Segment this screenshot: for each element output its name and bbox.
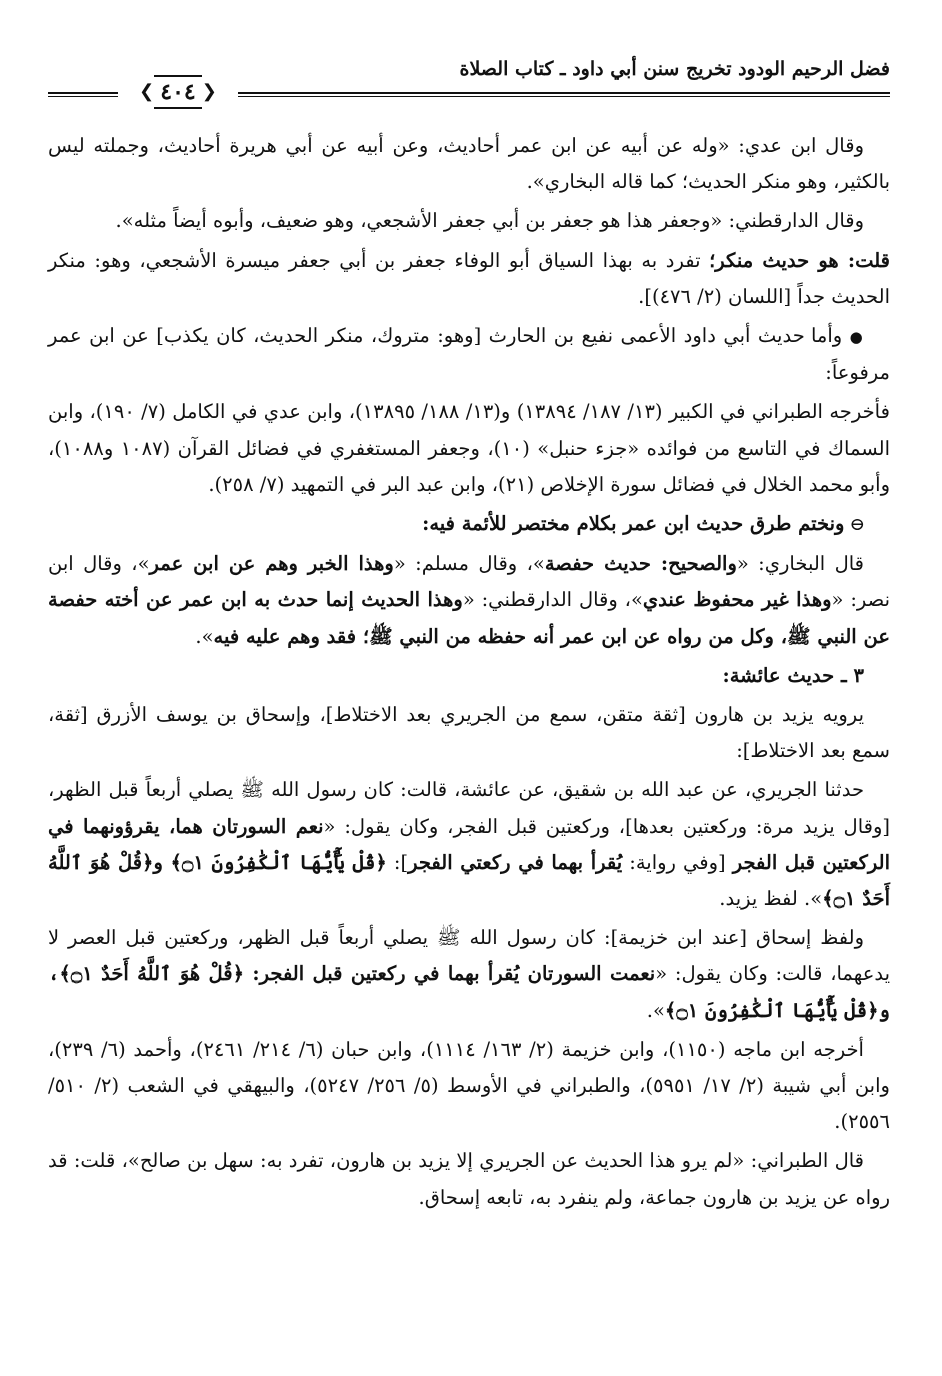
paragraph-text: فأخرجه الطبراني في الكبير (١٣/ ١٨٧/ ١٣٨٩٤) و(١٣/ ١٨٨/ ١٣٨٩٥)، وابن عدي في الكامل (٧/ ١٩٠)، وابن السماك في التاسع من فوائده «جزء حنبل» (١٠)، وجعفر المستغفري في فضائل القرآن (١٠٨٧ و١٠٨٨)، وأبو محمد الخلال في فضائل سورة الإخلاص (٢١)، وابن عبد البر في التمهيد (٧/ ٢٥٨). bbox=[48, 400, 890, 496]
paragraph-ishaq-wording bbox=[48, 920, 890, 1029]
quran-verses: ﴿قُلْ هُوَ ٱللَّهُ أَحَدٌ ۝١﴾، و﴿قُلْ يَٰٓأَيُّهَا ٱلْكَٰفِرُونَ ۝١﴾ bbox=[48, 962, 890, 1022]
bold-quote: وهذا الحديث إنما حدث به ابن عمر عن أخته حفصة عن النبي ﷺ، وكل من رواه عن ابن عمر أنه حفظه من النبي ﷺ؛ فقد وهم عليه فيه bbox=[48, 588, 890, 648]
right-ornament-icon: ❯ bbox=[201, 81, 217, 102]
bold-quote: وهذا الخبر وهم عن ابن عمر bbox=[149, 552, 394, 576]
paragraph-text: أخرجه ابن ماجه (١١٥٠)، وابن خزيمة (٢/ ١٦٣/ ١١١٤)، وابن حبان (٦/ ٢١٤/ ٢٤٦١)، وأحمد (٦/ ٢٣٩)، وابن أبي شيبة (٢/ ١٧/ ٥٩٥١)، والطبراني في الأوسط (٥/ ٢٥٦/ ٥٢٤٧)، والبيهقي في الشعب (٢/ ٥١٠/ ٢٥٥٦). bbox=[48, 1037, 890, 1134]
left-ornament-icon: ❮ bbox=[139, 81, 155, 102]
paragraph-aisha-heading bbox=[48, 658, 890, 694]
bold-quote: نعم السورتان هما، يقرؤونهما في الركعتين قبل الفجر bbox=[48, 814, 890, 874]
text-run: »، وقال ابن نصر: « bbox=[48, 552, 891, 612]
paragraph-daraqutni bbox=[48, 203, 890, 239]
bold-quote: يُقرأ بهما في ركعتي الفجر bbox=[408, 850, 623, 874]
paragraph-verdict bbox=[48, 243, 890, 315]
section-heading: ونختم طرق حديث ابن عمر بكلام مختصر للأئمة فيه: bbox=[422, 512, 845, 536]
paragraph-imams-sayings bbox=[48, 546, 890, 655]
text-run: حدثنا الجريري، عن عبد الله بن شقيق، عن عائشة، قالت: كان رسول الله ﷺ يصلي أربعاً قبل الظهر، [وقال يزيد مرة: وركعتين بعدها]، وركعتين قبل الفجر، وكان يقول: « bbox=[48, 778, 890, 838]
text-run: [وفي رواية: bbox=[622, 850, 733, 874]
text-run: قال البخاري: « bbox=[736, 552, 864, 576]
running-title: فضل الرحيم الودود تخريج سنن أبي داود ـ كتاب الصلاة bbox=[459, 58, 890, 80]
paragraph-text: وأما حديث أبي داود الأعمى نفيع بن الحارث [وهو: متروك، منكر الحديث، كان يكذب] عن ابن عمر مرفوعاً: bbox=[48, 324, 890, 385]
section-heading: ٣ ـ حديث عائشة: bbox=[722, 663, 864, 687]
bold-quote: وهذا غير محفوظ عندي bbox=[642, 588, 832, 612]
text-run: ولفظ إسحاق [عند ابن خزيمة]: كان رسول الله ﷺ يصلي أربعاً قبل الظهر، وركعتين قبل العصر لا يدعهما، قالت: وكان يقول: « bbox=[48, 926, 890, 986]
body-text bbox=[48, 128, 890, 1219]
paragraph-narrators bbox=[48, 697, 890, 769]
page-number-badge bbox=[118, 76, 238, 108]
paragraph-takhrij bbox=[48, 394, 890, 503]
paragraph-text: تفرد به بهذا السياق أبو الوفاء جعفر بن أبي جعفر ميسرة الأشجعي، وهو: منكر الحديث جداً [اللسان (٢/ ٤٧٦)]. bbox=[48, 248, 890, 308]
quran-verses: ﴿قُلْ يَٰٓأَيُّهَا ٱلْكَٰفِرُونَ ۝١﴾ و﴿قُلْ هُوَ ٱللَّهُ أَحَدٌ ۝١﴾ bbox=[48, 850, 890, 911]
paragraph-text: قال الطبراني: «لم يرو هذا الحديث عن الجريري إلا يزيد بن هارون، تفرد به: سهل بن صالح»، قلت: قد رواه عن يزيد بن هارون جماعة، ولم ينفرد به، تابعه إسحاق. bbox=[48, 1149, 890, 1209]
paragraph-text: يرويه يزيد بن هارون [ثقة متقن، سمع من الجريري بعد الاختلاط]، وإسحاق بن يوسف الأزرق [ثقة، سمع بعد الاختلاط]: bbox=[48, 703, 890, 763]
paragraph-text: وقال الدارقطني: «وجعفر هذا هو جعفر بن أبي جعفر الأشجعي، وهو ضعيف، وأبوه أيضاً مثله». bbox=[115, 209, 864, 233]
page-number: ٤٠٤ bbox=[154, 75, 201, 109]
bold-quote: نعمت السورتان يُقرأ بهما في ركعتين قبل الفجر: bbox=[244, 962, 656, 986]
verdict-lead: قلت: هو حديث منكر؛ bbox=[709, 248, 890, 272]
paragraph-ibn-adi bbox=[48, 128, 890, 200]
paragraph-hadith-text bbox=[48, 772, 890, 917]
paragraph-tabarani bbox=[48, 1143, 890, 1215]
text-run: ]: bbox=[386, 850, 409, 874]
paragraph-sources bbox=[48, 1032, 890, 1141]
text-run: »، وقال مسلم: « bbox=[393, 552, 545, 576]
paragraph-text: وقال ابن عدي: «وله عن أبيه عن ابن عمر أحاديث، وعن أبيه عن أبي هريرة أحاديث، وجملته ليس بالكثير، وهو منكر الحديث؛ كما قاله البخاري». bbox=[48, 134, 890, 194]
text-run: ». لفظ يزيد. bbox=[719, 887, 823, 911]
text-run: ». bbox=[646, 998, 665, 1022]
section-marker-icon: ⴱ bbox=[850, 516, 864, 535]
bullet-icon: ● bbox=[849, 328, 865, 347]
paragraph-conclusion-heading bbox=[48, 506, 890, 543]
text-run: »، وقال الدارقطني: « bbox=[462, 588, 643, 612]
paragraph-abu-dawud-alama bbox=[48, 318, 890, 391]
text-run: ». bbox=[195, 624, 214, 648]
bold-quote: والصحيح: حديث حفصة bbox=[544, 552, 737, 576]
page-header bbox=[48, 58, 890, 108]
